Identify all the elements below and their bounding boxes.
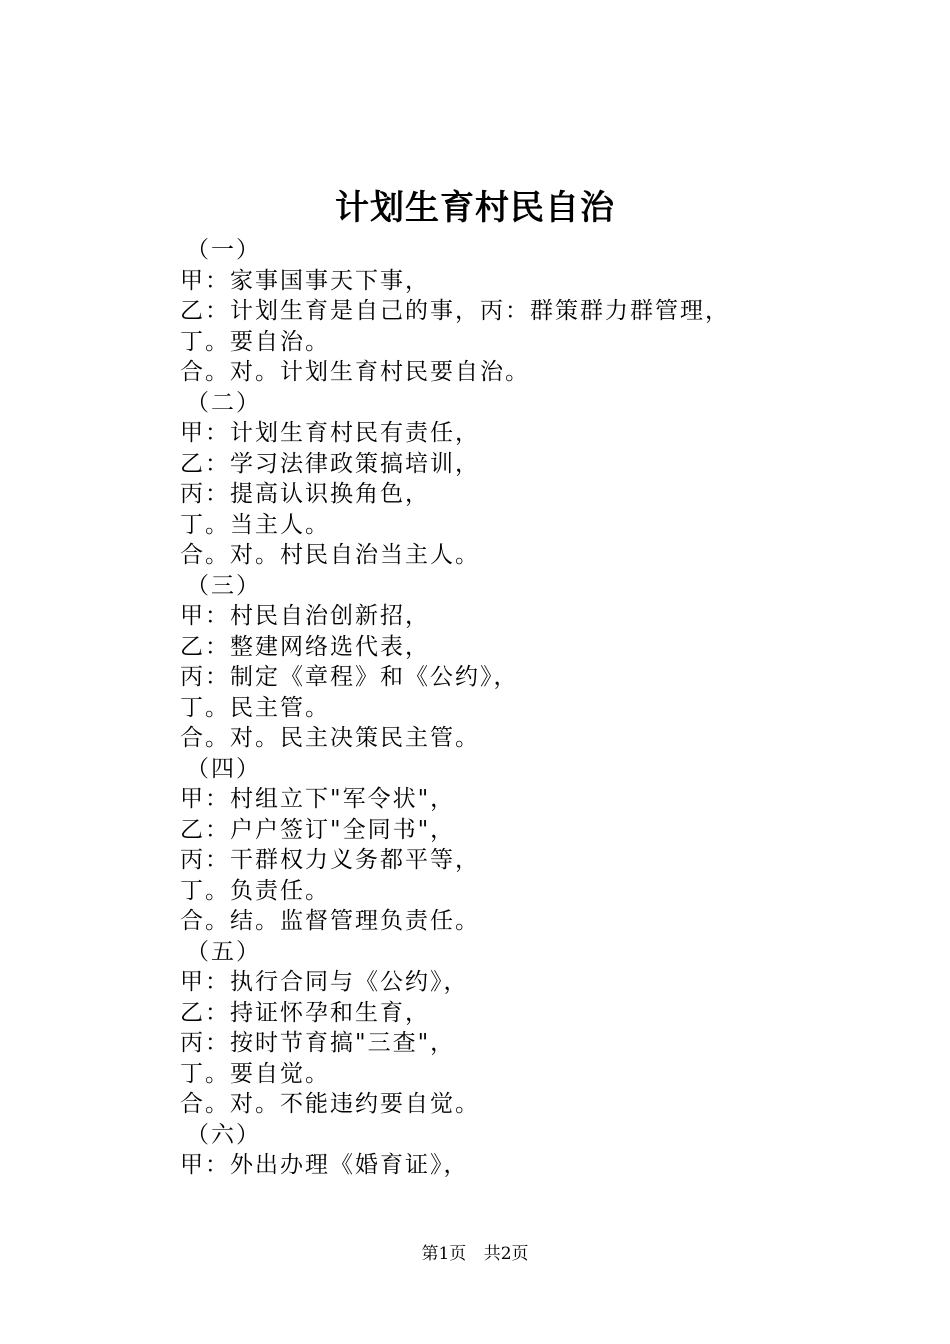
section-heading: （一） [186, 237, 261, 263]
page-total: 共2页 [483, 1244, 529, 1264]
verse-line: 合。对。民主决策民主管。 [180, 725, 480, 751]
verse-line: 合。对。村民自治当主人。 [180, 542, 480, 568]
verse-line: 丙：制定《章程》和《公约》， [180, 664, 519, 690]
verse-line: 甲：执行合同与《公约》， [180, 969, 469, 995]
section-heading: （三） [186, 572, 261, 599]
section-heading: （四） [186, 755, 261, 782]
verse-line: 合。对。不能违约要自觉。 [180, 1091, 480, 1117]
document-body [180, 235, 800, 1181]
section-heading: （二） [186, 389, 261, 416]
verse-line: 丁。负责任。 [180, 877, 330, 904]
verse-line: 甲：计划生育村民有责任， [180, 420, 480, 446]
verse-line: 甲：外出办理《婚育证》， [180, 1152, 469, 1178]
verse-line: 乙：学习法律政策搞培训， [180, 450, 480, 477]
verse-line: 乙：持证怀孕和生育， [180, 999, 430, 1026]
verse-line: 乙：整建网络选代表， [180, 633, 430, 660]
verse-line: 丁。当主人。 [180, 511, 330, 538]
verse-line: 丁。民主管。 [180, 694, 330, 721]
verse-line: 丁。要自觉。 [180, 1060, 330, 1087]
verse-line: 甲：村组立下"军令状"， [180, 786, 456, 812]
page-number: 第1页 [421, 1244, 467, 1264]
verse-line: 丙：干群权力义务都平等， [180, 847, 480, 873]
verse-line: 乙：计划生育是自己的事，丙：群策群力群管理， [180, 298, 730, 324]
document-title: 计划生育村民自治 [335, 188, 615, 228]
verse-line: 乙：户户签订"全同书"， [180, 816, 456, 843]
section-heading: （五） [186, 938, 261, 965]
section-heading: （六） [186, 1121, 261, 1148]
verse-line: 丙：按时节育搞"三查"， [180, 1030, 456, 1056]
verse-line: 甲：家事国事天下事， [180, 267, 430, 294]
page-footer [0, 1242, 950, 1266]
verse-line: 合。对。计划生育村民要自治。 [180, 359, 530, 385]
verse-line: 丁。要自治。 [180, 328, 330, 355]
verse-line: 甲：村民自治创新招， [180, 603, 430, 629]
verse-line: 合。结。监督管理负责任。 [180, 908, 480, 934]
verse-line: 丙：提高认识换角色， [180, 481, 430, 507]
